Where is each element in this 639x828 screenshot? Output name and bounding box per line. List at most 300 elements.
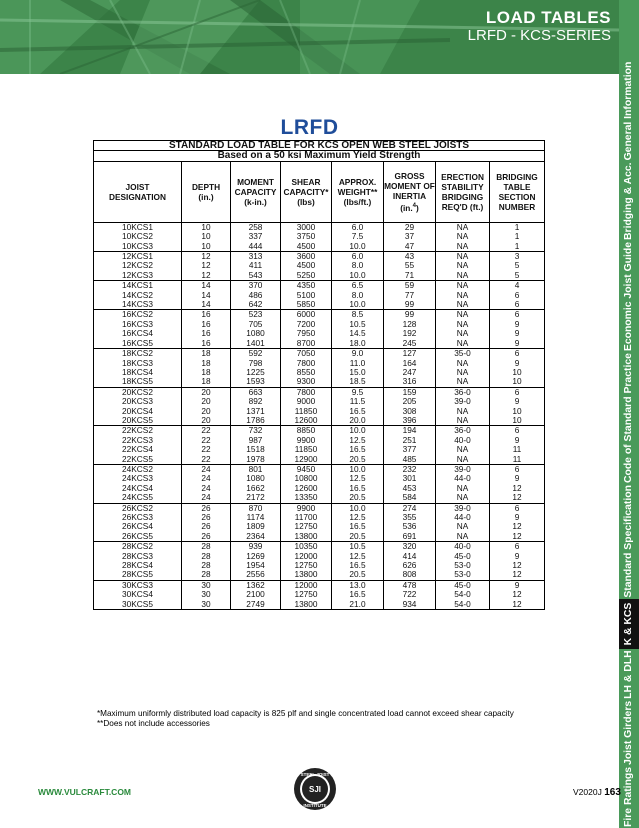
table-cell: 801: [231, 464, 281, 474]
table-cell: NA: [436, 271, 490, 281]
table-row: [94, 474, 545, 483]
table-cell: 1371: [231, 407, 281, 416]
table-row: [94, 329, 545, 338]
table-cell: 20KCS3: [94, 397, 182, 406]
table-cell: 14: [182, 281, 231, 291]
table-cell: 26: [182, 513, 231, 522]
table-cell: 11700: [281, 513, 332, 522]
table-cell: 12000: [281, 580, 332, 590]
table-cell: 453: [384, 484, 436, 493]
table-cell: NA: [436, 493, 490, 503]
table-cell: 28KCS5: [94, 570, 182, 580]
table-cell: 45-0: [436, 580, 490, 590]
table-cell: 14KCS3: [94, 300, 182, 310]
section-tab[interactable]: Economic Joist Guide: [623, 241, 634, 352]
table-cell: 99: [384, 310, 436, 320]
column-header: SHEAR CAPACITY* (lbs): [281, 161, 332, 222]
table-cell: NA: [436, 300, 490, 310]
table-cell: 1080: [231, 329, 281, 338]
column-header: APPROX. WEIGHT** (lbs/ft.): [332, 161, 384, 222]
table-cell: 10: [182, 242, 231, 252]
table-row: [94, 320, 545, 329]
table-cell: 18KCS4: [94, 368, 182, 377]
table-row: [94, 377, 545, 387]
table-cell: 29: [384, 222, 436, 232]
table-cell: 9: [514, 434, 520, 445]
section-tab[interactable]: Code of Standard Practice: [623, 353, 634, 484]
table-cell: 16.5: [332, 590, 384, 599]
table-cell: 10.0: [332, 503, 384, 513]
table-cell: 8.5: [332, 310, 384, 320]
table-row: [94, 600, 545, 610]
table-cell: 7800: [281, 359, 332, 368]
table-cell: 18: [182, 377, 231, 387]
table-row: [94, 552, 545, 561]
table-cell: 28: [182, 542, 231, 552]
table-cell: NA: [436, 291, 490, 300]
table-cell: 127: [384, 349, 436, 359]
table-cell: 14KCS1: [94, 281, 182, 291]
page-footer-right: [573, 787, 621, 798]
table-cell: 396: [384, 416, 436, 426]
table-cell: NA: [436, 484, 490, 493]
table-subcaption: Based on a 50 ksi Maximum Yield Strength: [94, 151, 545, 161]
table-cell: 16: [182, 320, 231, 329]
table-cell: 370: [231, 281, 281, 291]
table-cell: 30: [182, 600, 231, 610]
table-cell: 10.0: [332, 300, 384, 310]
page-heading: LRFD: [280, 116, 339, 139]
table-cell: 9: [514, 318, 520, 329]
table-cell: 939: [231, 542, 281, 552]
table-cell: 10350: [281, 542, 332, 552]
table-cell: 732: [231, 426, 281, 436]
table-cell: 43: [384, 252, 436, 262]
table-cell: 9300: [281, 377, 332, 387]
table-cell: 12750: [281, 590, 332, 599]
table-cell: 16.5: [332, 522, 384, 531]
table-cell: 20KCS2: [94, 387, 182, 397]
table-cell: 22: [182, 426, 231, 436]
table-cell: 22: [182, 445, 231, 454]
table-cell: 8.0: [332, 291, 384, 300]
table-cell: 232: [384, 464, 436, 474]
table-cell: 9: [514, 396, 520, 407]
table-cell: 11.5: [332, 397, 384, 406]
table-cell: 10.0: [332, 464, 384, 474]
table-cell: 258: [231, 222, 281, 232]
table-cell: 26: [182, 503, 231, 513]
table-cell: 7950: [281, 329, 332, 338]
table-cell: 24: [182, 493, 231, 503]
table-cell: NA: [436, 281, 490, 291]
table-cell: 626: [384, 561, 436, 570]
table-cell: 10.5: [332, 542, 384, 552]
table-cell: 444: [231, 242, 281, 252]
table-row: [94, 561, 545, 570]
table-cell: 1809: [231, 522, 281, 531]
table-cell: 4350: [281, 281, 332, 291]
table-cell: NA: [436, 416, 490, 426]
table-cell: 12.5: [332, 552, 384, 561]
table-cell: NA: [436, 339, 490, 349]
table-cell: 12600: [281, 484, 332, 493]
table-cell: 13800: [281, 570, 332, 580]
table-cell: 892: [231, 397, 281, 406]
table-cell: 18.0: [332, 339, 384, 349]
table-cell: NA: [436, 377, 490, 387]
table-cell: 12900: [281, 455, 332, 465]
table-cell: 11: [512, 444, 522, 455]
table-cell: 10.0: [332, 271, 384, 281]
table-cell: 251: [384, 436, 436, 445]
table-cell: 18KCS2: [94, 349, 182, 359]
table-row: [94, 542, 545, 552]
table-cell: 1174: [231, 513, 281, 522]
table-cell: 59: [384, 281, 436, 291]
table-cell: 2100: [231, 590, 281, 599]
section-tab[interactable]: Fire Ratings: [623, 766, 634, 827]
table-row: [94, 368, 545, 377]
table-cell: 12: [512, 589, 522, 600]
table-cell: 320: [384, 542, 436, 552]
table-cell: 18: [182, 368, 231, 377]
table-cell: 18: [182, 349, 231, 359]
table-row: [94, 426, 545, 436]
table-cell: 705: [231, 320, 281, 329]
table-cell: 10: [512, 366, 522, 377]
table-cell: 1225: [231, 368, 281, 377]
table-cell: 543: [231, 271, 281, 281]
table-cell: 691: [384, 532, 436, 542]
table-cell: 24: [182, 474, 231, 483]
table-cell: 1518: [231, 445, 281, 454]
table-row: [94, 570, 545, 580]
table-row: [94, 455, 545, 465]
table-cell: 9900: [281, 436, 332, 445]
table-cell: 9000: [281, 397, 332, 406]
section-tab[interactable]: Bridging & Acc.: [623, 162, 634, 240]
table-header-row: [94, 161, 545, 222]
table-cell: 28: [182, 570, 231, 580]
table-cell: 6: [490, 464, 545, 474]
page-number: 163: [604, 787, 621, 798]
table-cell: 411: [231, 261, 281, 270]
table-cell: 934: [384, 600, 436, 610]
table-cell: 4500: [281, 261, 332, 270]
table-cell: 6: [514, 299, 520, 310]
table-cell: 9: [514, 357, 520, 368]
section-tab-list: [619, 0, 639, 828]
table-cell: 12: [182, 271, 231, 281]
table-cell: 10.0: [332, 242, 384, 252]
table-cell: 20.5: [332, 570, 384, 580]
header-title: LOAD TABLES: [485, 8, 611, 27]
table-cell: 20: [182, 407, 231, 416]
table-cell: 13800: [281, 600, 332, 610]
table-cell: 316: [384, 377, 436, 387]
table-row: [94, 339, 545, 349]
table-row: [94, 349, 545, 359]
table-cell: 30: [182, 580, 231, 590]
column-header: JOIST DESIGNATION: [94, 161, 182, 222]
table-cell: 9: [514, 473, 520, 484]
table-cell: 16.5: [332, 445, 384, 454]
table-cell: 20.0: [332, 416, 384, 426]
table-cell: 20: [182, 416, 231, 426]
table-cell: NA: [436, 532, 490, 542]
table-cell: 20.5: [332, 493, 384, 503]
seal-top-text: STEEL JOIST: [300, 772, 330, 777]
table-cell: 24KCS5: [94, 493, 182, 503]
table-cell: 523: [231, 310, 281, 320]
table-cell: 22: [182, 436, 231, 445]
table-cell: 722: [384, 590, 436, 599]
table-row: [94, 291, 545, 300]
table-cell: 245: [384, 339, 436, 349]
column-header: BRIDGING TABLE SECTION NUMBER: [490, 161, 545, 222]
table-cell: 5: [514, 269, 520, 280]
table-cell: 10: [512, 376, 522, 387]
table-cell: 6: [490, 542, 545, 552]
table-cell: 26: [182, 532, 231, 542]
table-row: [94, 271, 545, 281]
table-cell: 13.0: [332, 580, 384, 590]
table-cell: 592: [231, 349, 281, 359]
table-cell: 1662: [231, 484, 281, 493]
table-cell: 12: [512, 530, 522, 541]
table-cell: 337: [231, 232, 281, 241]
table-cell: 10800: [281, 474, 332, 483]
table-cell: 22: [182, 455, 231, 465]
table-cell: 10: [182, 232, 231, 241]
table-cell: 16KCS2: [94, 310, 182, 320]
table-cell: 486: [231, 291, 281, 300]
table-cell: NA: [436, 320, 490, 329]
table-cell: 584: [384, 493, 436, 503]
table-cell: 35-0: [436, 349, 490, 359]
table-cell: 36-0: [436, 387, 490, 397]
table-row: [94, 281, 545, 291]
table-cell: 12: [512, 482, 522, 493]
section-tab[interactable]: Standard Specification: [623, 485, 634, 598]
table-cell: 5850: [281, 300, 332, 310]
table-cell: 12.5: [332, 436, 384, 445]
table-cell: NA: [436, 261, 490, 270]
table-cell: 6: [490, 310, 545, 320]
table-cell: 11.0: [332, 359, 384, 368]
table-cell: 16.5: [332, 407, 384, 416]
table-row: [94, 590, 545, 599]
section-tab[interactable]: LH & DLH: [623, 650, 634, 699]
table-cell: 28KCS4: [94, 561, 182, 570]
table-cell: 20: [182, 397, 231, 406]
table-cell: 11850: [281, 407, 332, 416]
table-cell: 12: [512, 492, 522, 503]
table-row: [94, 522, 545, 531]
table-cell: 30: [182, 590, 231, 599]
note-weight: **Does not include accessories: [97, 719, 210, 728]
table-cell: 1401: [231, 339, 281, 349]
table-cell: 12: [512, 560, 522, 571]
table-cell: 6: [490, 349, 545, 359]
table-cell: 355: [384, 513, 436, 522]
table-row: [94, 416, 545, 426]
table-cell: 2364: [231, 532, 281, 542]
table-cell: 1080: [231, 474, 281, 483]
table-row: [94, 493, 545, 503]
table-cell: 12: [512, 521, 522, 532]
table-cell: 12.5: [332, 474, 384, 483]
table-cell: 308: [384, 407, 436, 416]
section-tab[interactable]: K & KCS: [619, 599, 639, 650]
table-cell: 53-0: [436, 570, 490, 580]
table-row: [94, 222, 545, 232]
table-row: [94, 300, 545, 310]
header-title-block: [468, 8, 611, 45]
section-tab[interactable]: General Information: [623, 61, 634, 161]
table-caption: STANDARD LOAD TABLE FOR KCS OPEN WEB STEEL JOISTS: [94, 141, 545, 151]
table-cell: 18: [182, 359, 231, 368]
table-cell: 22KCS2: [94, 426, 182, 436]
table-cell: 642: [231, 300, 281, 310]
table-cell: 313: [231, 252, 281, 262]
table-cell: 71: [384, 271, 436, 281]
table-cell: 6.0: [332, 222, 384, 232]
table-cell: 987: [231, 436, 281, 445]
table-cell: 18KCS3: [94, 359, 182, 368]
table-cell: 194: [384, 426, 436, 436]
table-cell: 18.5: [332, 377, 384, 387]
table-cell: 6000: [281, 310, 332, 320]
table-cell: 10KCS2: [94, 232, 182, 241]
table-cell: 11: [512, 453, 522, 464]
table-cell: 45-0: [436, 552, 490, 561]
table-row: [94, 252, 545, 262]
table-cell: 18KCS5: [94, 377, 182, 387]
table-cell: 6.5: [332, 281, 384, 291]
table-cell: 536: [384, 522, 436, 531]
table-cell: 26KCS5: [94, 532, 182, 542]
table-cell: 478: [384, 580, 436, 590]
table-cell: 9900: [281, 503, 332, 513]
table-cell: 28: [182, 552, 231, 561]
table-cell: 24: [182, 484, 231, 493]
table-cell: 1593: [231, 377, 281, 387]
table-cell: 39-0: [436, 397, 490, 406]
table-cell: 26KCS3: [94, 513, 182, 522]
table-cell: 40-0: [436, 542, 490, 552]
table-cell: 10.0: [332, 426, 384, 436]
table-cell: 9: [514, 337, 520, 348]
table-cell: 22KCS4: [94, 445, 182, 454]
column-header: MOMENT CAPACITY (k-in.): [231, 161, 281, 222]
table-cell: NA: [436, 359, 490, 368]
table-cell: NA: [436, 522, 490, 531]
table-cell: 26: [182, 522, 231, 531]
table-cell: 15.0: [332, 368, 384, 377]
table-cell: 12.5: [332, 513, 384, 522]
table-cell: 28KCS3: [94, 552, 182, 561]
table-cell: 377: [384, 445, 436, 454]
table-cell: 1: [514, 231, 520, 242]
table-cell: 16: [182, 310, 231, 320]
table-cell: 20: [182, 387, 231, 397]
table-cell: 16KCS4: [94, 329, 182, 338]
sji-seal-logo: [293, 767, 337, 811]
table-cell: 28KCS2: [94, 542, 182, 552]
table-cell: 13350: [281, 493, 332, 503]
website-link[interactable]: WWW.VULCRAFT.COM: [38, 787, 132, 797]
table-cell: 9: [514, 512, 520, 522]
table-row: [94, 397, 545, 406]
table-cell: 5100: [281, 291, 332, 300]
section-tab-strip: [619, 0, 639, 828]
table-row: [94, 532, 545, 542]
table-cell: 10: [182, 222, 231, 232]
table-cell: 1: [514, 221, 520, 232]
table-cell: 26KCS2: [94, 503, 182, 513]
table-cell: 663: [231, 387, 281, 397]
table-cell: 54-0: [436, 600, 490, 610]
table-cell: 9: [514, 328, 520, 339]
table-cell: 16: [182, 339, 231, 349]
table-cell: 2172: [231, 493, 281, 503]
table-cell: 4: [490, 281, 545, 291]
table-cell: 798: [231, 359, 281, 368]
table-cell: 24KCS3: [94, 474, 182, 483]
table-row: [94, 580, 545, 590]
column-header: DEPTH (in.): [182, 161, 231, 222]
table-cell: 99: [384, 300, 436, 310]
table-cell: 21.0: [332, 600, 384, 610]
table-cell: 30KCS5: [94, 600, 182, 610]
table-cell: 16KCS3: [94, 320, 182, 329]
table-cell: 3600: [281, 252, 332, 262]
table-row: [94, 484, 545, 493]
table-cell: 10KCS3: [94, 242, 182, 252]
table-cell: 7050: [281, 349, 332, 359]
table-cell: 9450: [281, 464, 332, 474]
section-tab[interactable]: Joist Girders: [623, 700, 634, 765]
table-cell: 8850: [281, 426, 332, 436]
table-cell: 24KCS2: [94, 464, 182, 474]
table-cell: 4500: [281, 242, 332, 252]
table-cell: NA: [436, 252, 490, 262]
table-row: [94, 436, 545, 445]
table-cell: 30KCS4: [94, 590, 182, 599]
table-cell: NA: [436, 232, 490, 241]
version-label: V2020J: [573, 787, 602, 797]
table-cell: 14.5: [332, 329, 384, 338]
table-cell: 16KCS5: [94, 339, 182, 349]
table-cell: 12750: [281, 561, 332, 570]
table-cell: 26KCS4: [94, 522, 182, 531]
table-cell: 12: [512, 598, 522, 609]
table-cell: 47: [384, 242, 436, 252]
table-cell: 12KCS1: [94, 252, 182, 262]
table-cell: 1954: [231, 561, 281, 570]
table-cell: 12: [182, 261, 231, 270]
table-cell: 10.5: [332, 320, 384, 329]
table-cell: 39-0: [436, 464, 490, 474]
table-cell: 10: [512, 414, 522, 425]
table-cell: 9: [514, 550, 520, 561]
table-row: [94, 359, 545, 368]
table-cell: 16: [182, 329, 231, 338]
table-cell: 7.5: [332, 232, 384, 241]
table-cell: 16.5: [332, 484, 384, 493]
